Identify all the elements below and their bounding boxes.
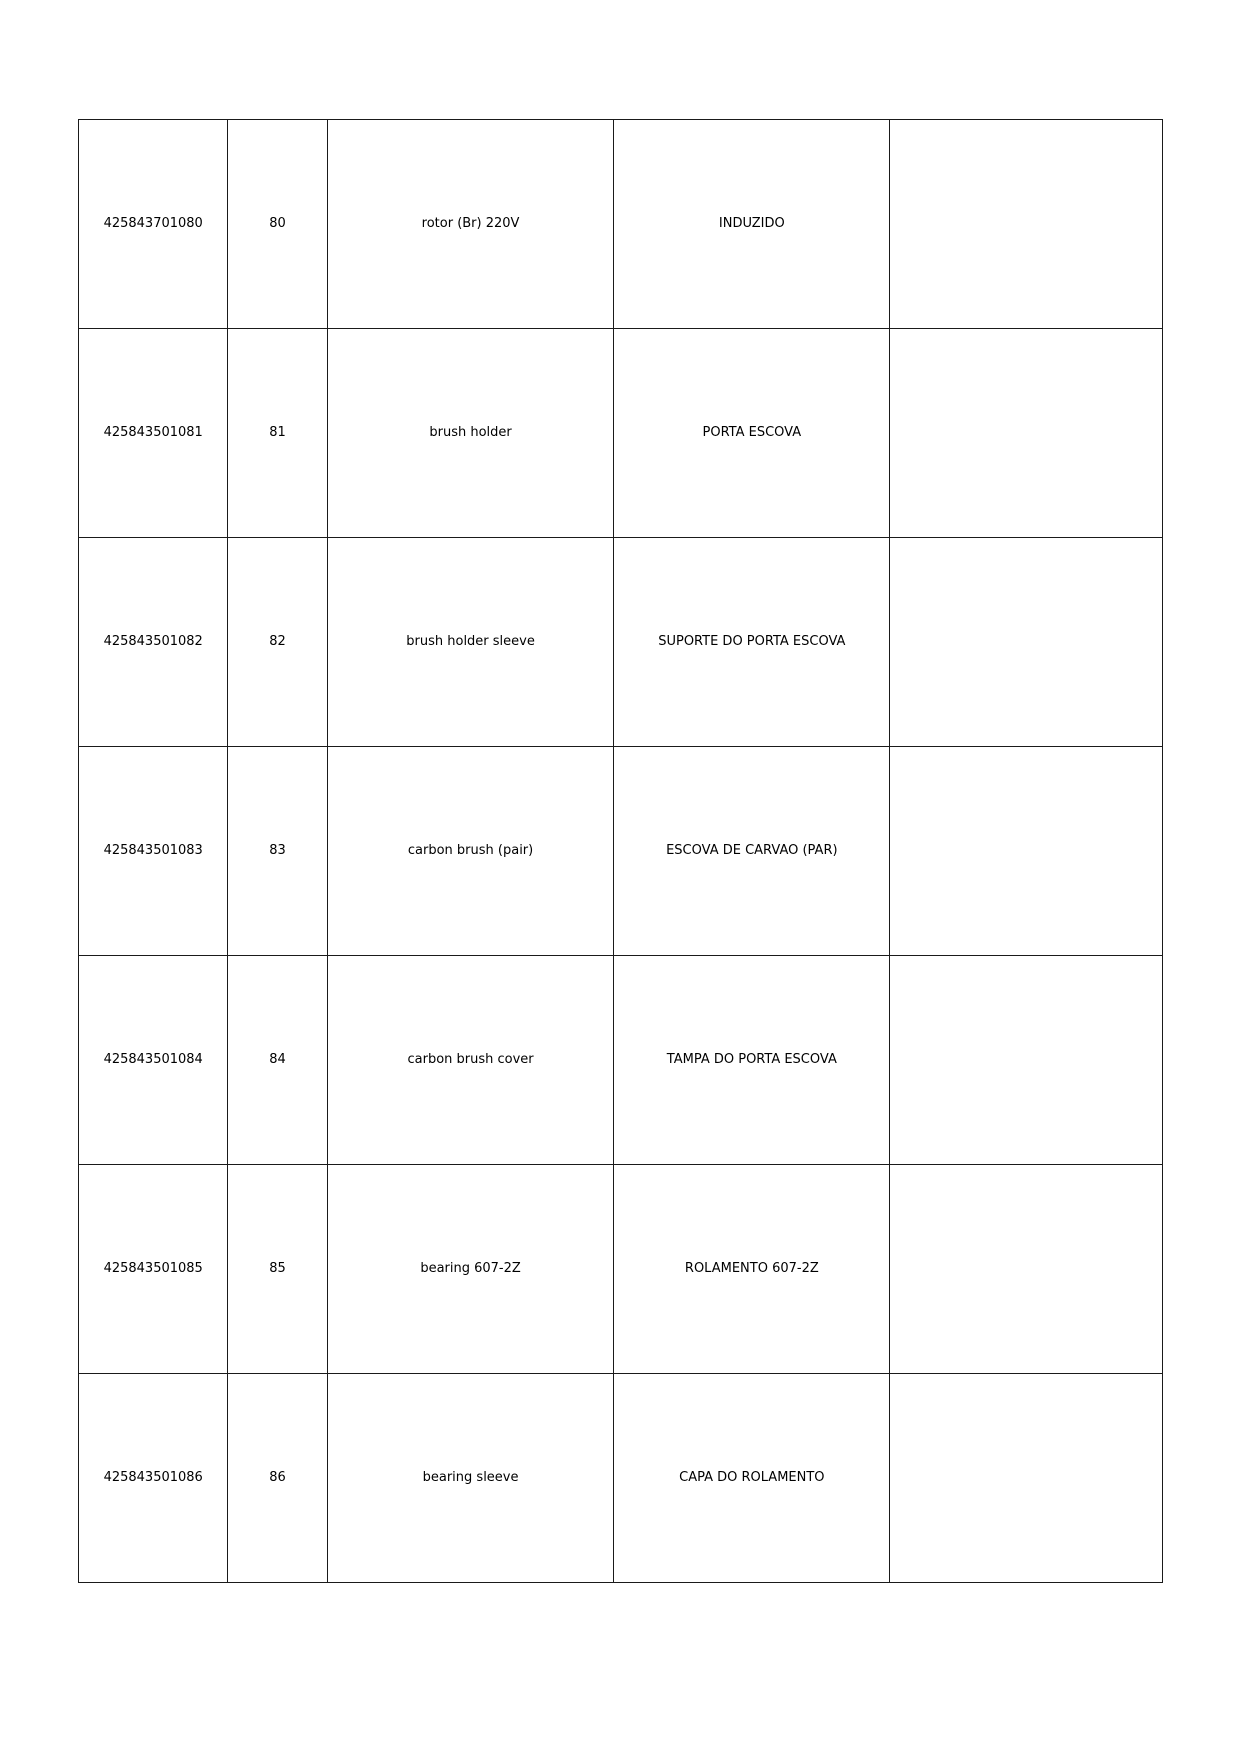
part-description-pt: INDUZIDO (614, 120, 890, 329)
part-position: 83 (228, 747, 327, 956)
part-notes (890, 329, 1163, 538)
part-position: 82 (228, 538, 327, 747)
part-description-pt: TAMPA DO PORTA ESCOVA (614, 956, 890, 1165)
part-code: 425843501084 (79, 956, 228, 1165)
table-row (79, 120, 1163, 329)
part-description-pt: ESCOVA DE CARVAO (PAR) (614, 747, 890, 956)
table-row (79, 1165, 1163, 1374)
part-position: 86 (228, 1374, 327, 1583)
part-notes (890, 1374, 1163, 1583)
part-position: 84 (228, 956, 327, 1165)
table-row (79, 329, 1163, 538)
part-description-en: carbon brush (pair) (327, 747, 614, 956)
part-notes (890, 538, 1163, 747)
part-description-en: carbon brush cover (327, 956, 614, 1165)
part-description-pt: SUPORTE DO PORTA ESCOVA (614, 538, 890, 747)
part-code: 425843701080 (79, 120, 228, 329)
part-description-en: brush holder sleeve (327, 538, 614, 747)
part-code: 425843501083 (79, 747, 228, 956)
part-code: 425843501086 (79, 1374, 228, 1583)
part-description-en: bearing 607-2Z (327, 1165, 614, 1374)
table-row (79, 956, 1163, 1165)
part-description-en: rotor (Br) 220V (327, 120, 614, 329)
part-notes (890, 747, 1163, 956)
part-notes (890, 120, 1163, 329)
part-code: 425843501085 (79, 1165, 228, 1374)
part-code: 425843501081 (79, 329, 228, 538)
table-row (79, 747, 1163, 956)
part-position: 80 (228, 120, 327, 329)
part-notes (890, 956, 1163, 1165)
parts-table (78, 119, 1163, 1583)
part-position: 81 (228, 329, 327, 538)
table-row (79, 1374, 1163, 1583)
table-row (79, 538, 1163, 747)
part-notes (890, 1165, 1163, 1374)
part-description-pt: ROLAMENTO 607-2Z (614, 1165, 890, 1374)
part-position: 85 (228, 1165, 327, 1374)
part-code: 425843501082 (79, 538, 228, 747)
part-description-en: bearing sleeve (327, 1374, 614, 1583)
part-description-pt: CAPA DO ROLAMENTO (614, 1374, 890, 1583)
part-description-en: brush holder (327, 329, 614, 538)
part-description-pt: PORTA ESCOVA (614, 329, 890, 538)
